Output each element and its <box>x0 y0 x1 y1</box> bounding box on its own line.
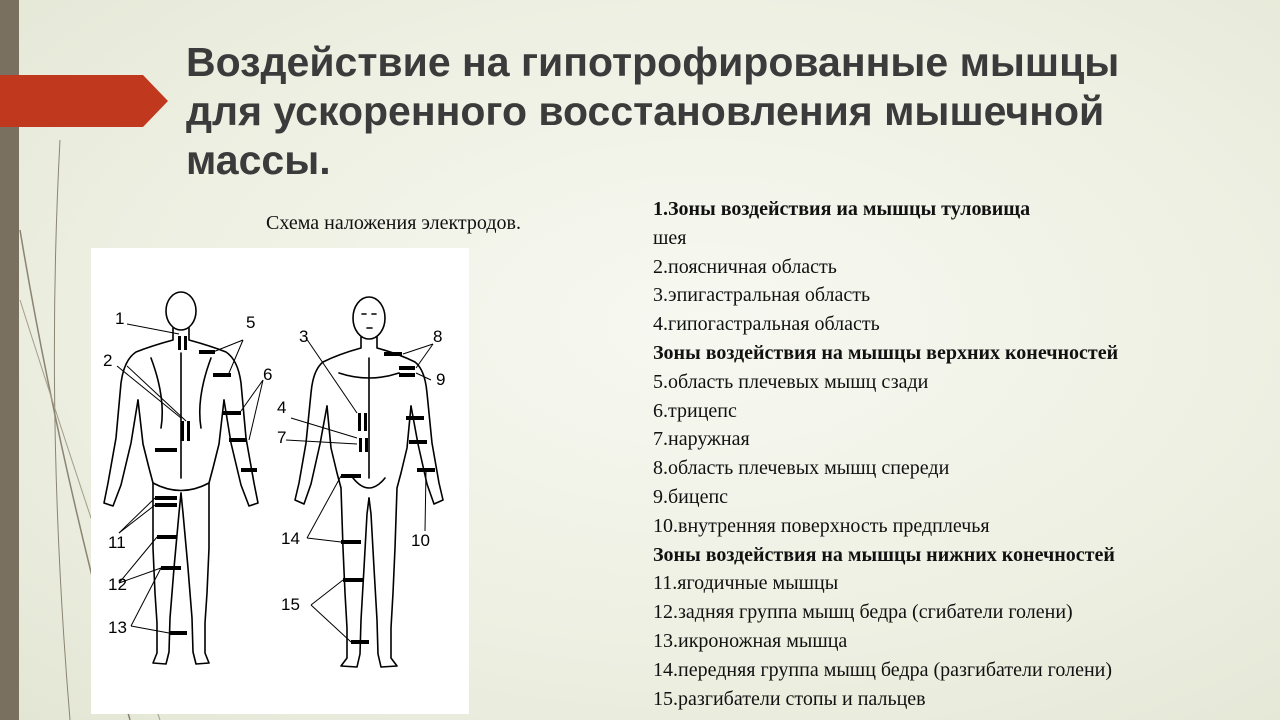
zones-list-item: 5.область плечевых мышц сзади <box>653 370 929 393</box>
label-10: 10 <box>411 531 430 550</box>
label-7: 7 <box>277 428 287 447</box>
zones-list <box>653 195 1253 713</box>
electrode-scheme-drawing <box>91 248 469 714</box>
label-14: 14 <box>281 529 300 548</box>
label-5: 5 <box>246 313 256 332</box>
zones-list-item: 4.гипогастральная область <box>653 313 880 336</box>
zones-list-item: 10.внутренняя поверхность предплечья <box>653 514 990 537</box>
title-line-1: Воздействие на гипотрофированные мышцы <box>186 39 1120 85</box>
label-3: 3 <box>299 327 309 346</box>
title-line-2: для ускоренного восстановления мышечной <box>186 88 1105 134</box>
label-6: 6 <box>263 365 273 384</box>
label-11: 11 <box>108 533 126 552</box>
zones-list-item: 6.трицепс <box>653 399 737 422</box>
label-12: 12 <box>108 575 127 594</box>
zones-list-item: 11.ягодичные мышцы <box>653 572 839 595</box>
zones-list-item: 2.поясничная область <box>653 255 837 278</box>
label-15: 15 <box>281 595 300 614</box>
label-13: 13 <box>108 618 127 637</box>
slide-title <box>186 38 1246 185</box>
zones-list-item: 13.икроножная мышца <box>653 629 848 652</box>
label-1: 1 <box>115 309 125 328</box>
zones-list-item: 9.бицепс <box>653 485 729 508</box>
zones-list-item: 3.эпигастральная область <box>653 284 871 307</box>
zones-group-heading: 1.Зоны воздействия иа мышцы туловища <box>653 198 1031 220</box>
title-line-3: массы. <box>186 137 331 183</box>
title-arrow-marker <box>0 75 168 127</box>
body-front-figure <box>295 297 446 667</box>
zones-list-item: 8.область плечевых мышц спереди <box>653 457 950 480</box>
zones-list-item: 7.наружная <box>653 428 750 451</box>
zones-group-heading: Зоны воздействия на мышцы нижних конечностей <box>653 543 1115 566</box>
label-8: 8 <box>433 327 443 346</box>
label-4: 4 <box>277 398 287 417</box>
label-9: 9 <box>436 370 446 389</box>
zones-list-item: шея <box>653 226 687 249</box>
zones-list-item: 15.разгибатели стопы и пальцев <box>653 687 926 710</box>
zones-list-item: 12.задняя группа мышц бедра (сгибатели голени) <box>653 601 1073 624</box>
zones-group-heading: Зоны воздействия на мышцы верхних конечностей <box>653 341 1119 364</box>
label-2: 2 <box>103 351 113 370</box>
figure-caption: Схема наложения электродов. <box>266 212 521 234</box>
zones-list-item: 14.передняя группа мышц бедра (разгибатели голени) <box>653 658 1113 681</box>
electrode-scheme-figure <box>91 248 469 714</box>
